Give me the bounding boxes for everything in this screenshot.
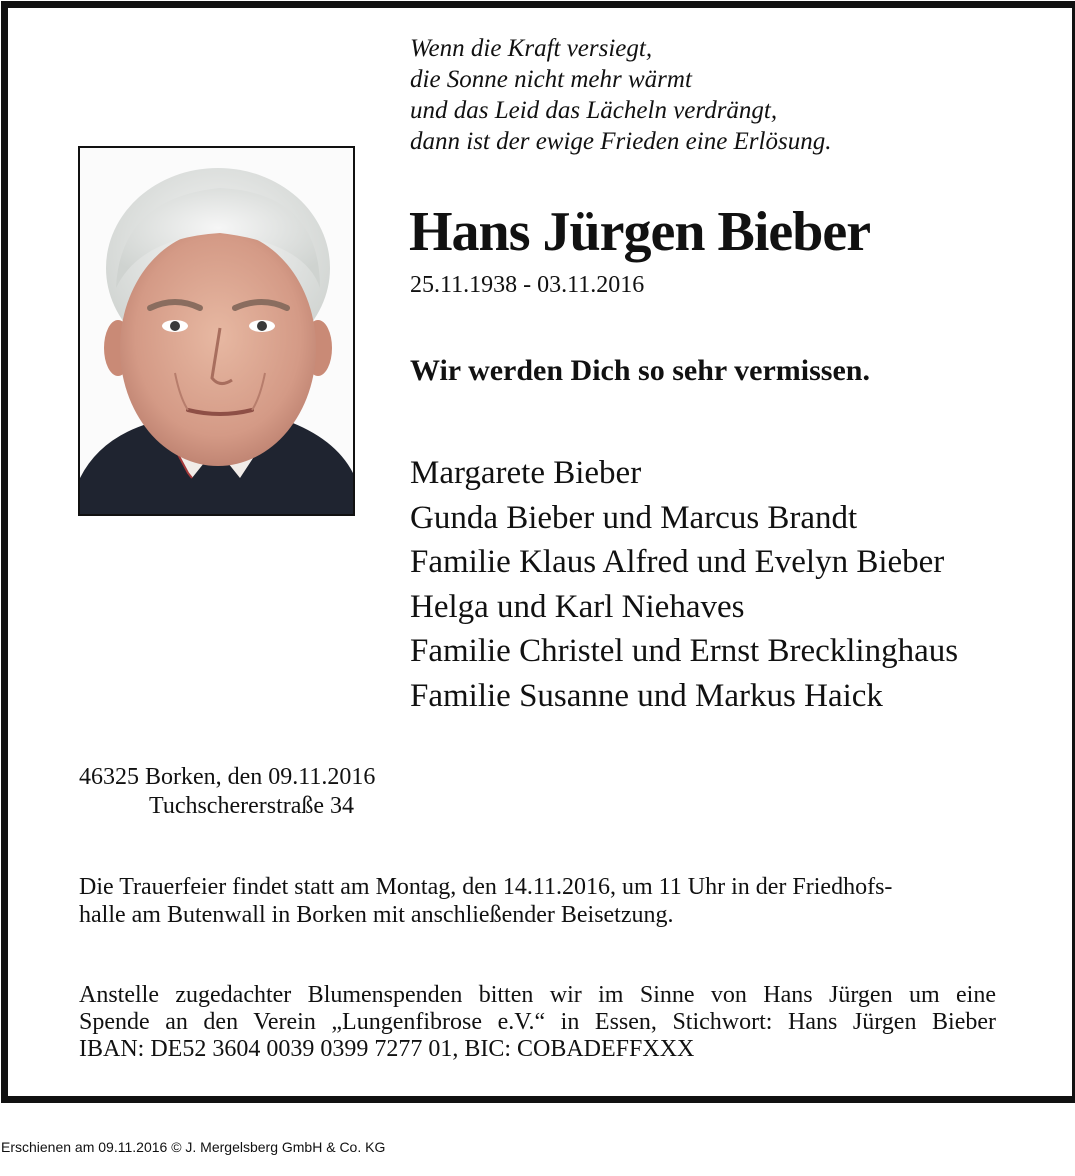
deceased-name: Hans Jürgen Bieber [409,201,871,263]
publication-footer: Erschienen am 09.11.2016 © J. Mergelsberg GmbH & Co. KG [1,1139,386,1155]
mourner: Margarete Bieber [410,455,642,491]
portrait-illustration [80,148,353,514]
city-date: 46325 Borken, den 09.11.2016 [79,764,376,790]
mourner: Familie Klaus Alfred und Evelyn Bieber [410,544,945,580]
mourners-list [410,451,958,718]
donation-line: IBAN: DE52 3604 0039 0399 7277 01, BIC: COBADEFFXXX [79,1036,695,1062]
life-dates: 25.11.1938 - 03.11.2016 [410,272,645,298]
poem-line: Wenn die Kraft versiegt, [410,35,653,62]
funeral-line: Die Trauerfeier findet statt am Montag, den 14.11.2016, um 11 Uhr in der Friedhofs- [79,874,893,900]
farewell-line: Wir werden Dich so sehr vermissen. [410,354,870,387]
portrait-photo [78,146,355,516]
street-address: Tuchschererstraße 34 [149,793,355,819]
poem-line: die Sonne nicht mehr wärmt [410,66,692,93]
donation-line: Anstelle zugedachter Blumenspenden bitten wir im Sinne von Hans Jürgen um eine [79,982,996,1008]
mourner: Gunda Bieber und Marcus Brandt [410,499,858,536]
poem-line: dann ist der ewige Frieden eine Erlösung. [410,128,832,155]
poem-line: und das Leid das Lächeln verdrängt, [410,97,778,124]
mourner: Familie Christel und Ernst Brecklinghaus [410,633,959,669]
donation-line: Spende an den Verein „Lungenfibrose e.V.“ in Essen, Stichwort: Hans Jürgen Bieber [79,1009,996,1035]
poem [410,33,831,157]
funeral-line: halle am Butenwall in Borken mit anschließender Beisetzung. [79,902,674,928]
mourner: Familie Susanne und Markus Haick [410,677,883,714]
mourner: Helga und Karl Niehaves [410,588,745,625]
donation-notice [79,982,996,1063]
place-date-block [79,763,375,821]
funeral-notice [79,873,996,929]
